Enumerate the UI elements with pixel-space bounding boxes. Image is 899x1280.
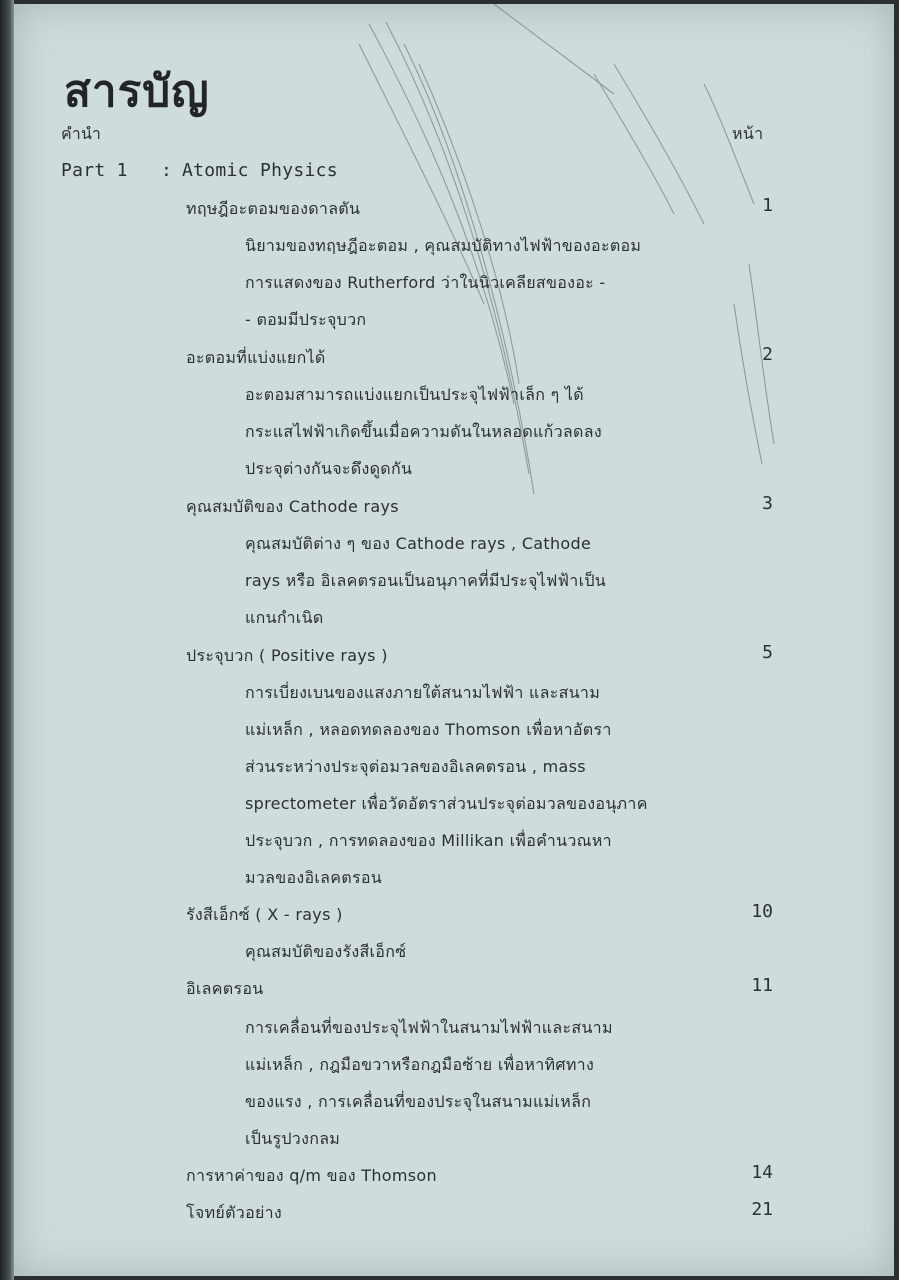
toc-page-number: 11 [751,975,773,996]
toc-detail: การเบี่ยงเบนของแสงภายใต้สนามไฟฟ้า และสนาม [245,683,601,702]
toc-detail: ประจุบวก , การทดลองของ Millikan เพื่อคำนวณหา [245,831,612,850]
toc-detail: กระแสไฟฟ้าเกิดขึ้นเมื่อความดันในหลอดแก้วลดลง [245,422,602,441]
toc-detail: ประจุต่างกันจะดึงดูดกัน [245,459,413,478]
toc-detail: rays หรือ อิเลคตรอนเป็นอนุภาคที่มีประจุไฟฟ้าเป็น [245,571,607,590]
page-title: สารบัญ [64,66,210,117]
part-name: Atomic Physics [182,160,338,181]
toc-page-number: 1 [762,195,773,216]
toc-page-number: 10 [751,901,773,922]
toc-page-number: 14 [751,1162,773,1183]
toc-detail: เป็นรูปวงกลม [245,1129,341,1148]
toc-detail: คุณสมบัติต่าง ๆ ของ Cathode rays , Cathode [245,534,592,553]
toc-heading: อะตอมที่แบ่งแยกได้ [186,348,326,367]
toc-page-number: 2 [762,344,773,365]
toc-detail: แม่เหล็ก , หลอดทดลองของ Thomson เพื่อหาอัตรา [245,720,612,739]
toc-detail: อะตอมสามารถแบ่งแยกเป็นประจุไฟฟ้าเล็ก ๆ ได้ [245,385,584,404]
part-separator: : [161,160,173,181]
toc-detail: sprectometer เพื่อวัดอัตราส่วนประจุต่อมวลของอนุภาค [245,794,648,813]
page-column-header: หน้า [732,124,764,143]
part-label: Part 1 [61,160,128,181]
toc-detail: นิยามของทฤษฎีอะตอม , คุณสมบัติทางไฟฟ้าของอะตอม [245,236,642,255]
toc-heading: รังสีเอ็กซ์ ( X - rays ) [186,905,343,924]
toc-detail: แม่เหล็ก , กฎมือขวาหรือกฎมือซ้าย เพื่อหาทิศทาง [245,1055,595,1074]
toc-heading: ประจุบวก ( Positive rays ) [186,646,388,665]
toc-detail: มวลของอิเลคตรอน [245,868,383,887]
toc-detail: การแสดงของ Rutherford ว่าในนิวเคลียสของอะ - [245,273,606,292]
book-spine [0,0,14,1280]
toc-page-number: 21 [751,1199,773,1220]
toc-detail: การเคลื่อนที่ของประจุไฟฟ้าในสนามไฟฟ้าและสนาม [245,1018,613,1037]
toc-detail: - ตอมมีประจุบวก [245,310,367,329]
toc-heading: คุณสมบัติของ Cathode rays [186,497,399,516]
toc-detail: แกนกำเนิด [245,608,324,627]
toc-detail: คุณสมบัติของรังสีเอ็กซ์ [245,942,407,961]
toc-heading: ทฤษฎีอะตอมของดาลตัน [186,199,361,218]
foreword-label: คำนำ [61,124,102,143]
document-page [14,4,894,1276]
toc-detail: ส่วนระหว่างประจุต่อมวลของอิเลคตรอน , mass [245,757,586,776]
toc-detail: ของแรง , การเคลื่อนที่ของประจุในสนามแม่เหล็ก [245,1092,592,1111]
toc-heading: โจทย์ตัวอย่าง [186,1203,283,1222]
toc-heading: การหาค่าของ q/m ของ Thomson [186,1166,437,1185]
toc-page-number: 3 [762,493,773,514]
toc-page-number: 5 [762,642,773,663]
toc-heading: อิเลคตรอน [186,979,264,998]
